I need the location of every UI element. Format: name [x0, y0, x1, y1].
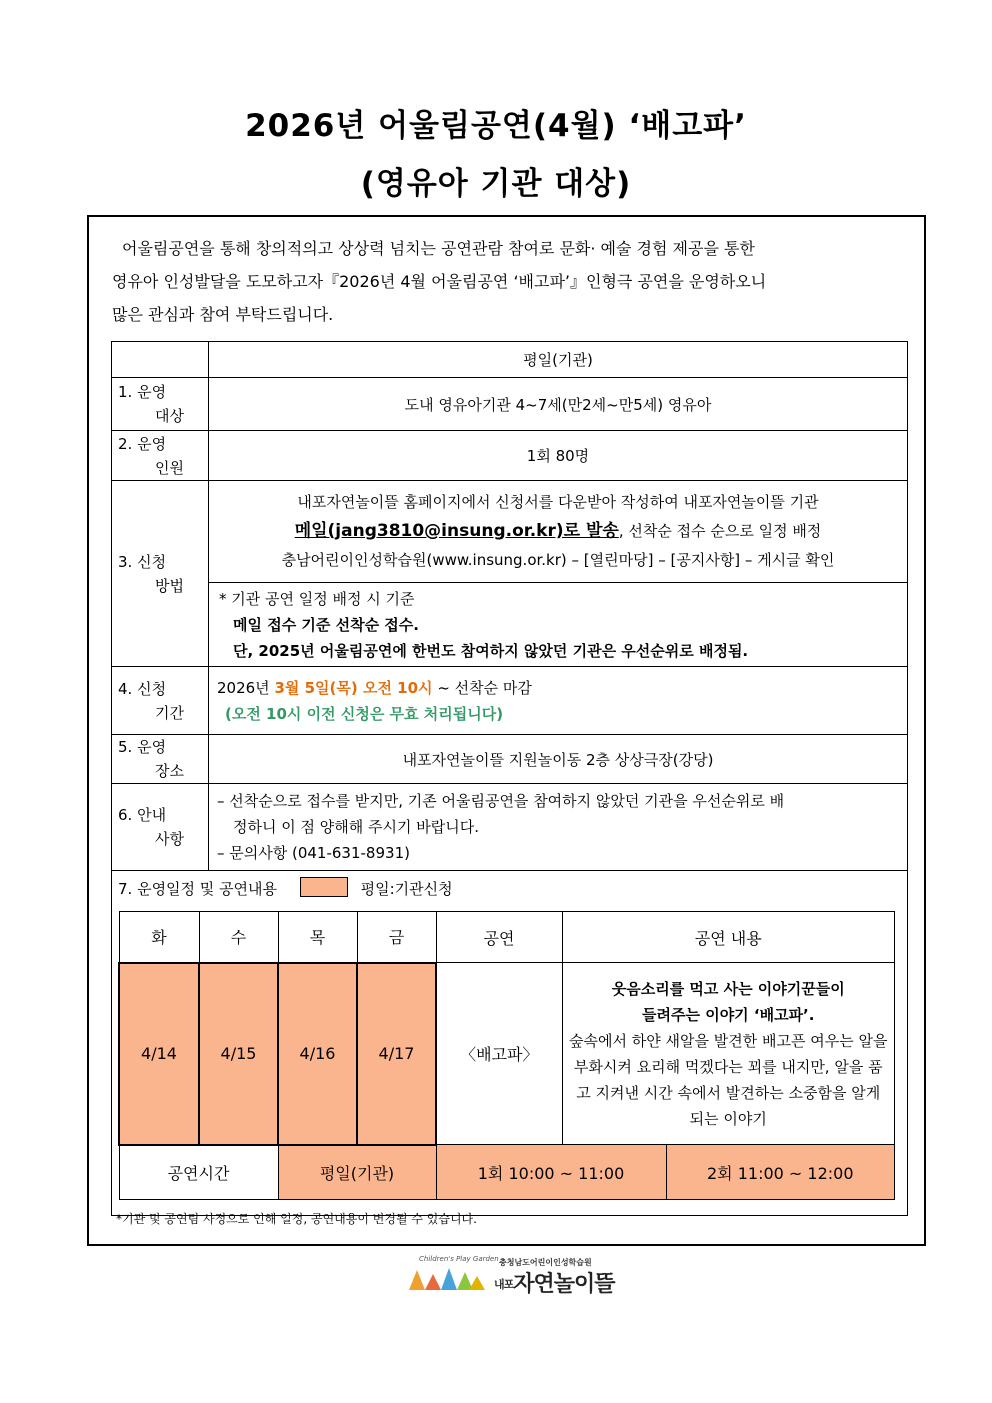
note-line: * 기관 공연 일정 배정 시 기준	[219, 589, 415, 608]
intro-paragraph	[112, 232, 924, 331]
label-text: 6. 안내	[118, 806, 167, 824]
label-text: 장소	[155, 762, 184, 780]
note-line: 메일 접수 기준 선착순 접수.	[233, 615, 419, 634]
label-notice	[112, 784, 209, 871]
logo-org: 충청남도어린이인성학습원	[499, 1258, 592, 1267]
date-cell: 4/14	[119, 963, 199, 1145]
header-blank-cell	[112, 342, 209, 378]
label-period	[112, 667, 209, 735]
description-text: 숲속에서 하얀 새알을 발견한 배고픈 여우는 알을 부화시켜 요리해 먹겠다는 꾀를 내지만, 알을 품고 지켜낸 시간 속에서 발견하는 소중함을 알게 되는 이야기	[569, 1031, 888, 1128]
header-content: 공연 내용	[562, 912, 895, 963]
label-text: 3. 신청	[118, 552, 167, 571]
show-title: 〈배고파〉	[436, 963, 562, 1145]
intro-line: 많은 관심과 참여 부탁드립니다.	[112, 305, 334, 324]
label-headcount	[112, 431, 209, 481]
header-show: 공연	[436, 912, 562, 963]
date-cell: 4/16	[278, 963, 357, 1145]
value-notice	[209, 784, 908, 871]
session-2: 2회 11:00 ~ 12:00	[666, 1145, 895, 1200]
value-period	[209, 667, 908, 735]
notice-line: – 문의사항 (041-631-8931)	[217, 844, 410, 862]
period-date: 3월 5일(목) 오전 10시	[274, 678, 433, 697]
method-line	[209, 517, 907, 546]
logo-name-small: 내포	[494, 1278, 514, 1291]
date-cell: 4/15	[199, 963, 278, 1145]
method-line: 내포자연놀이뜰 홈페이지에서 신청서를 다운받아 작성하여 내포자연놀이뜰 기관	[297, 493, 819, 511]
legend-label: 평일:기관신청	[360, 880, 453, 898]
logo-figures-icon	[407, 1264, 487, 1292]
label-text: 사항	[155, 830, 184, 848]
schedule-label: 7. 운영일정 및 공연내용	[118, 880, 278, 898]
document-title: 2026년 어울림공연(4월) ‘배고파’	[245, 108, 747, 144]
organization-logo	[407, 1255, 617, 1295]
label-text: 5. 운영	[118, 738, 167, 756]
method-note	[209, 583, 908, 667]
date-cell: 4/17	[357, 963, 436, 1145]
info-header: 평일(기관)	[209, 342, 908, 378]
header-tue: 화	[119, 912, 199, 963]
label-text: 방법	[155, 576, 184, 595]
label-venue	[112, 735, 209, 784]
period-warning: (오전 10시 이전 신청은 무효 처리됩니다)	[225, 704, 504, 723]
value-method	[209, 481, 908, 583]
method-line: 충남어린이인성학습원(www.insung.or.kr) – [열린마당] – [공지사항] – 게시글 확인	[281, 551, 835, 569]
time-type: 평일(기관)	[278, 1145, 436, 1200]
header-fri: 금	[357, 912, 436, 963]
label-target	[112, 378, 209, 431]
label-method	[112, 481, 209, 667]
header-thu: 목	[278, 912, 357, 963]
value-headcount: 1회 80명	[209, 431, 908, 481]
logo-name: 자연놀이뜰	[513, 1272, 615, 1297]
label-text: 2. 운영	[118, 434, 167, 453]
label-text: 인원	[155, 458, 184, 477]
description-line: 웃음소리를 먹고 사는 이야기꾼들이	[611, 979, 845, 998]
value-venue: 내포자연놀이뜰 지원놀이동 2층 상상극장(강당)	[209, 735, 908, 784]
intro-line: 어울림공연을 통해 창의적의고 상상력 넘치는 공연관람 참여로 문화· 예술 경험 제공을 통한	[122, 239, 755, 258]
logo-brand	[494, 1267, 615, 1298]
legend-swatch	[300, 877, 348, 897]
label-text: 1. 운영	[118, 383, 167, 401]
intro-line: 영유아 인성발달을 도모하고자『2026년 4월 어울림공연 ‘배고파’』인형극 공연을 운영하오니	[112, 272, 767, 291]
document-subtitle: (영유아 기관 대상)	[360, 166, 632, 202]
label-text: 대상	[155, 407, 184, 425]
session-1: 1회 10:00 ~ 11:00	[436, 1145, 666, 1200]
time-label: 공연시간	[119, 1145, 278, 1200]
period-note: ~ 선착순 마감	[437, 678, 532, 697]
method-email: 메일(jang3810@insung.or.kr)로 발송	[294, 521, 619, 541]
note-line: 단, 2025년 어울림공연에 한번도 참여하지 않았던 기관은 우선순위로 배정됨.	[233, 641, 749, 660]
notice-line: 정하니 이 점 양해해 주시기 바랍니다.	[233, 818, 479, 836]
label-text: 기간	[155, 703, 184, 722]
footnote: *기관 및 공연팀 사정으로 인해 일정, 공연내용이 변경될 수 있습니다.	[116, 1212, 477, 1226]
method-text: , 선착순 접수 순으로 일정 배정	[618, 522, 822, 540]
logo-tagline: Children's Play Garden	[419, 1255, 499, 1263]
show-description	[562, 963, 895, 1145]
period-year: 2026년	[217, 678, 270, 697]
label-text: 4. 신청	[118, 679, 167, 698]
notice-line: – 선착순으로 접수를 받지만, 기존 어울림공연을 참여하지 않았던 기관을 우선순위로 배	[217, 792, 785, 810]
schedule-table	[118, 911, 895, 1200]
header-wed: 수	[199, 912, 278, 963]
value-target: 도내 영유아기관 4~7세(만2세~만5세) 영유아	[209, 378, 908, 431]
description-line: 들려주는 이야기 ‘배고파’.	[642, 1005, 815, 1024]
